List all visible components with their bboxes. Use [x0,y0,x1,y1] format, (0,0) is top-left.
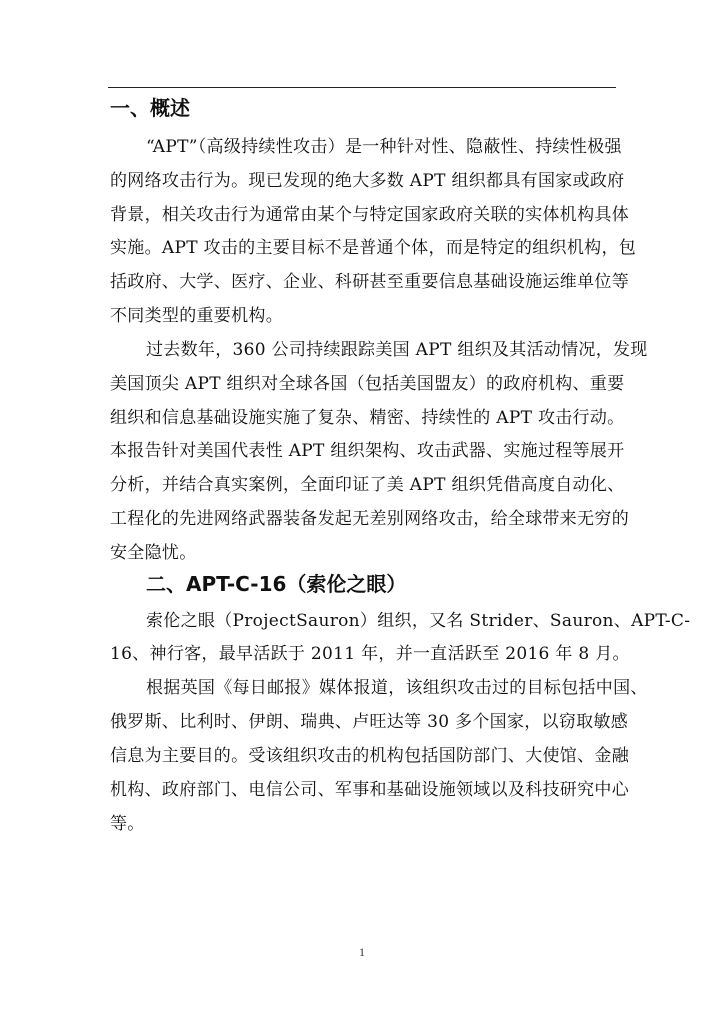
section-heading-apt-c-16: 二、APT-C-16（索伦之眼） [146,572,407,596]
page-number: 1 [359,945,365,959]
section-heading-overview: 一、概述 [110,96,190,120]
header-rule [108,87,616,88]
text-line: 机构、政府部门、电信公司、军事和基础设施领域以及科技研究中心 [110,780,629,800]
text-line: 美国顶尖 APT 组织对全球各国（包括美国盟友）的政府机构、重要 [110,374,625,394]
text-line: 分析，并结合真实案例，全面印证了美 APT 组织凭借高度自动化、 [110,475,625,495]
text-line: 信息为主要目的。受该组织攻击的机构包括国防部门、大使馆、金融 [110,746,629,766]
text-line: 实施。APT 攻击的主要目标不是普通个体，而是特定的组织机构，包 [110,238,637,258]
text-line: 的网络攻击行为。现已发现的绝大多数 APT 组织都具有国家或政府 [110,171,625,191]
text-line: 过去数年，360 公司持续跟踪美国 APT 组织及其活动情况，发现 [146,340,648,360]
text-line: “APT”（高级持续性攻击）是一种针对性、隐蔽性、持续性极强 [146,137,622,157]
text-line: 根据英国《每日邮报》媒体报道，该组织攻击过的目标包括中国、 [146,678,648,698]
text-line: 索伦之眼（ProjectSauron）组织，又名 Strider、Sauron、APT-C- [146,611,691,631]
text-line: 本报告针对美国代表性 APT 组织架构、攻击武器、实施过程等展开 [110,441,625,461]
text-line: 背景，相关攻击行为通常由某个与特定国家政府关联的实体机构具体 [110,205,629,225]
text-line: 等。 [110,814,145,834]
text-line: 16、神行客，最早活跃于 2011 年，并一直活跃至 2016 年 8 月。 [110,644,630,664]
text-line: 俄罗斯、比利时、伊朗、瑞典、卢旺达等 30 多个国家，以窃取敏感 [110,712,629,732]
text-line: 组织和信息基础设施实施了复杂、精密、持续性的 APT 攻击行动。 [110,408,625,428]
text-line: 不同类型的重要机构。 [110,306,283,326]
text-line: 括政府、大学、医疗、企业、科研甚至重要信息基础设施运维单位等 [110,272,629,292]
text-line: 工程化的先进网络武器装备发起无差别网络攻击，给全球带来无穷的 [110,509,629,529]
text-line: 安全隐忧。 [110,543,197,563]
